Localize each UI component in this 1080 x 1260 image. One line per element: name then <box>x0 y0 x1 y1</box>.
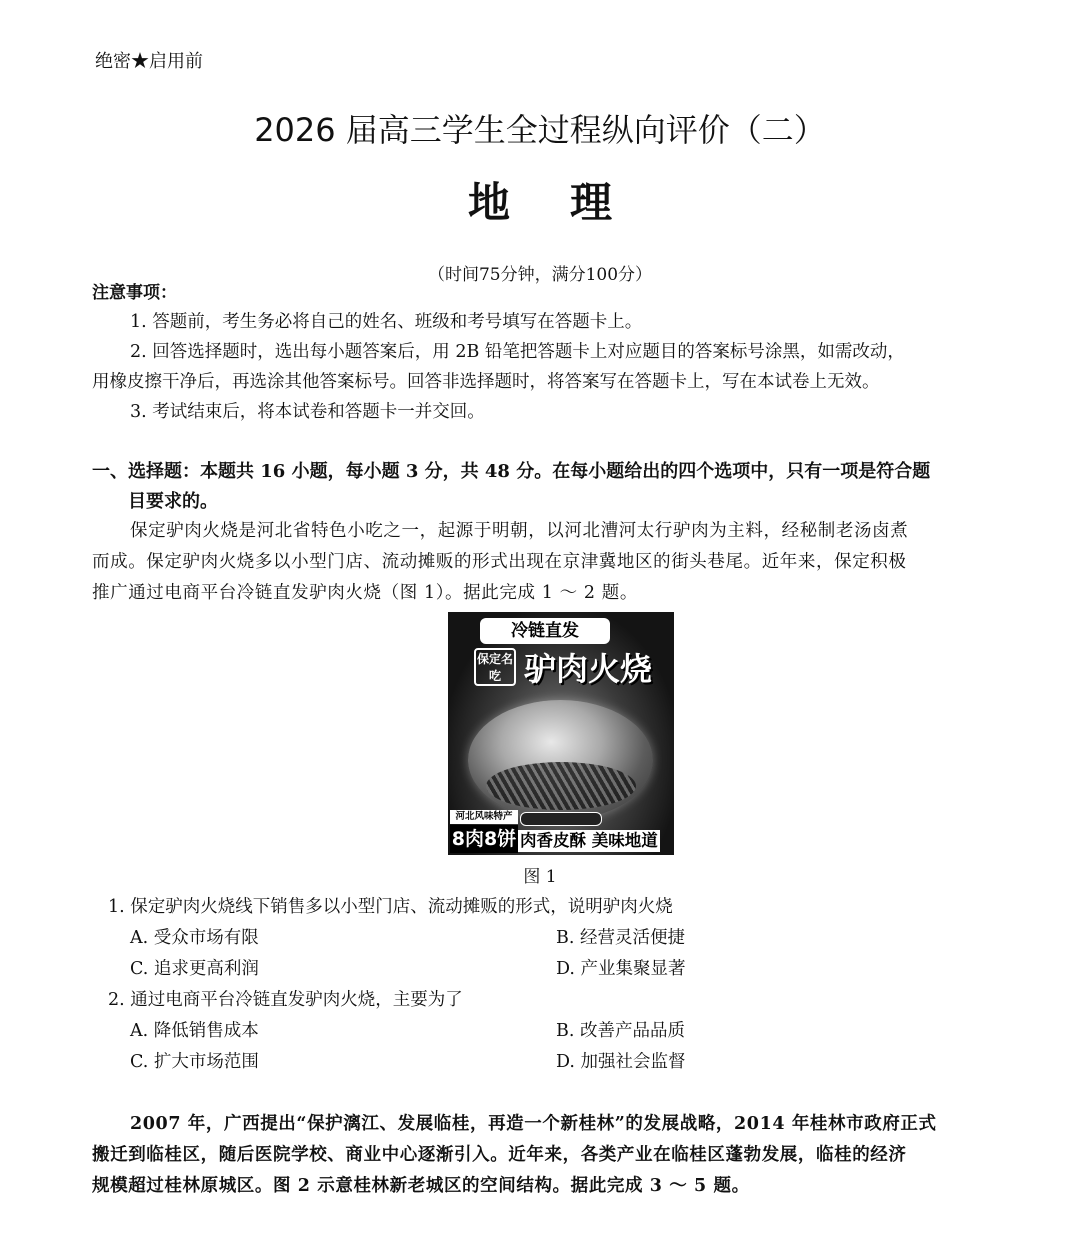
option: D. 加强社会监督 <box>556 1052 686 1072</box>
confidential-label: 绝密★启用前 <box>95 51 203 72</box>
option: A. 降低销售成本 <box>130 1021 259 1041</box>
figure-caption: 图 1 <box>523 867 557 887</box>
option: B. 经营灵活便捷 <box>556 928 685 948</box>
notice-item: 1. 答题前，考生务必将自己的姓名、班级和考号填写在答题卡上。 <box>130 312 643 332</box>
quantity-badge: 8肉8饼 <box>450 825 518 853</box>
option: B. 改善产品品质 <box>556 1021 685 1041</box>
passage-line: 2007 年，广西提出“保护漓江、发展临桂，再造一个新桂林”的发展战略，2014 年桂林市政府正式 <box>130 1114 937 1134</box>
section-heading: 目要求的。 <box>128 491 218 512</box>
pill-decoration <box>520 812 602 826</box>
passage-line: 而成。保定驴肉火烧多以小型门店、流动摊贩的形式出现在京津冀地区的街头巷尾。近年来，保定积极 <box>92 552 907 572</box>
question-stem: 2. 通过电商平台冷链直发驴肉火烧，主要为了 <box>108 990 463 1010</box>
product-slogan: 肉香皮酥 美味地道 <box>520 831 658 850</box>
subject-title: 地理 <box>467 178 672 227</box>
notice-item: 3. 考试结束后，将本试卷和答题卡一并交回。 <box>130 402 485 422</box>
notice-item: 2. 回答选择题时，选出每小题答案后，用 2B 铅笔把答题卡上对应题目的答案标号涂黑，如需改动， <box>130 342 905 362</box>
option: C. 追求更高利润 <box>130 959 259 979</box>
passage-line: 保定驴肉火烧是河北省特色小吃之一，起源于明朝，以河北漕河太行驴肉为主料，经秘制老汤卤煮 <box>130 521 909 541</box>
cold-chain-banner: 冷链直发 <box>480 618 610 644</box>
meat-filling-image <box>486 762 636 810</box>
option: A. 受众市场有限 <box>130 928 259 948</box>
exam-time-info: （时间75分钟，满分100分） <box>427 265 653 285</box>
option: D. 产业集聚显著 <box>556 959 686 979</box>
exam-title: 2026 届高三学生全过程纵向评价（二） <box>254 111 826 149</box>
product-name: 驴肉火烧 <box>524 650 653 688</box>
section-heading: 一、选择题：本题共 16 小题，每小题 3 分，共 48 分。在每小题给出的四个选项中，只有一项是符合题 <box>92 461 931 482</box>
passage-line: 搬迁到临桂区，随后医院学校、商业中心逐渐引入。近年来，各类产业在临桂区蓬勃发展，临桂的经济 <box>92 1145 907 1165</box>
notice-item: 用橡皮擦干净后，再选涂其他答案标号。回答非选择题时，将答案写在答题卡上，写在本试卷上无效。 <box>92 372 880 392</box>
local-specialty-tag: 保定名吃 <box>474 648 516 686</box>
passage-line: 推广通过电商平台冷链直发驴肉火烧（图 1）。据此完成 1 ～ 2 题。 <box>92 583 638 603</box>
region-label: 河北风味特产 <box>450 810 518 824</box>
passage-line: 规模超过桂林原城区。图 2 示意桂林新老城区的空间结构。据此完成 3 ～ 5 题。 <box>92 1176 750 1196</box>
question-stem: 1. 保定驴肉火烧线下销售多以小型门店、流动摊贩的形式，说明驴肉火烧 <box>108 897 673 917</box>
notice-title: 注意事项： <box>92 283 177 303</box>
option: C. 扩大市场范围 <box>130 1052 259 1072</box>
figure-1-product-image <box>448 612 674 855</box>
